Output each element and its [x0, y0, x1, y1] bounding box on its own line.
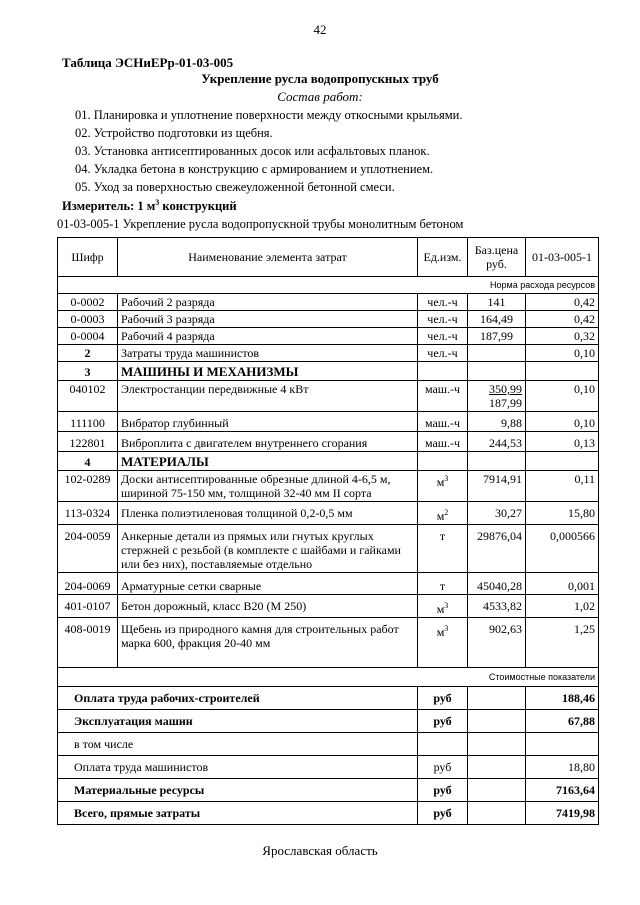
- cell-norm: 0,13: [526, 432, 599, 452]
- total-value: 188,46: [526, 687, 599, 710]
- table-subtitle: Укрепление русла водопропускных труб: [201, 71, 439, 86]
- cell-name: Анкерные детали из прямых или гнутых круглых стержней с резьбой (в комплекте с шайбами и гайками или без них), поставляемые отдельно: [118, 525, 418, 573]
- work-item: 02. Устройство подготовки из щебня.: [75, 126, 273, 140]
- table-row: [58, 525, 599, 573]
- table-name: Таблица ЭСНиЕРр-01-03-005: [62, 55, 234, 70]
- cell-code: 040102: [58, 381, 118, 412]
- total-name: Материальные ресурсы: [58, 779, 418, 802]
- cell-name: Арматурные сетки сварные: [118, 573, 418, 595]
- table-row: [58, 595, 599, 618]
- total-name: Оплата труда машинистов: [58, 756, 418, 779]
- cell-code: 401-0107: [58, 595, 118, 618]
- cell-unit: маш.-ч: [418, 381, 468, 412]
- composition-label: Состав работ:: [277, 89, 363, 104]
- cell-price: 350,99 187,99: [468, 381, 526, 412]
- total-row: [58, 802, 599, 825]
- cell-unit: $м^3$: [418, 471, 468, 502]
- header-price: Баз.цена руб.: [468, 238, 526, 277]
- cell-norm: 15,80: [526, 502, 599, 525]
- header-unit: Ед.изм.: [418, 238, 468, 277]
- cell-code: 204-0069: [58, 573, 118, 595]
- table-row: [58, 328, 599, 345]
- cell-price: 141: [468, 294, 526, 311]
- cell-code: 113-0324: [58, 502, 118, 525]
- total-unit: [418, 733, 468, 756]
- cell-price: 30,27: [468, 502, 526, 525]
- section-row: [58, 362, 599, 381]
- cell-code: 102-0289: [58, 471, 118, 502]
- footer-region: Ярославская область: [262, 843, 378, 858]
- measurement-unit: Измеритель: 1 $м^3$ конструкций: [62, 198, 237, 214]
- cell-price: 187,99: [468, 328, 526, 345]
- cell-norm: 0,32: [526, 328, 599, 345]
- total-unit: руб: [418, 710, 468, 733]
- total-value: 7419,98: [526, 802, 599, 825]
- cell-price: 164,49: [468, 311, 526, 328]
- cell-norm: 0,001: [526, 573, 599, 595]
- cell-price: 902,63: [468, 618, 526, 668]
- section-number: 3: [58, 362, 118, 381]
- cell-norm: 0,42: [526, 294, 599, 311]
- cell-name: Электростанции передвижные 4 кВт: [118, 381, 418, 412]
- cell-unit: маш.-ч: [418, 412, 468, 432]
- total-unit: руб: [418, 779, 468, 802]
- table-row: [58, 471, 599, 502]
- section-title: МАТЕРИАЛЫ: [118, 452, 418, 471]
- table-row: [58, 502, 599, 525]
- cell-name: Виброплита с двигателем внутреннего сгорания: [118, 432, 418, 452]
- total-value: 67,88: [526, 710, 599, 733]
- section-title: МАШИНЫ И МЕХАНИЗМЫ: [118, 362, 418, 381]
- total-name: Эксплуатация машин: [58, 710, 418, 733]
- cell-price: 4533,82: [468, 595, 526, 618]
- total-name: Оплата труда рабочих-строителей: [58, 687, 418, 710]
- section-number: 4: [58, 452, 118, 471]
- total-value: 18,80: [526, 756, 599, 779]
- cell-norm: 0,10: [526, 412, 599, 432]
- cell-code: 408-0019: [58, 618, 118, 668]
- cell-name: Щебень из природного камня для строительных работ марка 600, фракция 20-40 мм: [118, 618, 418, 668]
- cell-unit: чел.-ч: [418, 345, 468, 362]
- total-name: Всего, прямые затраты: [58, 802, 418, 825]
- cell-code: 2: [58, 345, 118, 362]
- resource-table: [57, 237, 599, 825]
- cell-code: 204-0059: [58, 525, 118, 573]
- cell-unit: чел.-ч: [418, 328, 468, 345]
- total-row: [58, 733, 599, 756]
- work-description: 01-03-005-1 Укрепление русла водопропускной трубы монолитным бетоном: [57, 217, 464, 231]
- cell-price: 7914,91: [468, 471, 526, 502]
- cell-code: 0-0004: [58, 328, 118, 345]
- cell-name: Доски антисептированные обрезные длиной 4-6,5 м, шириной 75-150 мм, толщиной 32-40 мм II сорта: [118, 471, 418, 502]
- page-number: 42: [313, 22, 327, 37]
- cell-unit: $м^3$: [418, 595, 468, 618]
- cell-unit: $м^2$: [418, 502, 468, 525]
- cell-price: [468, 345, 526, 362]
- table-row: [58, 573, 599, 595]
- cell-name: Пленка полиэтиленовая толщиной 0,2-0,5 мм: [118, 502, 418, 525]
- cell-norm: 0,000566: [526, 525, 599, 573]
- table-row: [58, 345, 599, 362]
- cell-name: Вибратор глубинный: [118, 412, 418, 432]
- cell-norm: 0,10: [526, 381, 599, 412]
- work-item: 05. Уход за поверхностью свежеуложенной бетонной смеси.: [75, 180, 395, 194]
- total-name: в том числе: [58, 733, 418, 756]
- cell-name: Рабочий 4 разряда: [118, 328, 418, 345]
- cell-price: 9,88: [468, 412, 526, 432]
- work-item: 03. Установка антисептированных досок или асфальтовых планок.: [75, 144, 430, 158]
- cell-name: Затраты труда машинистов: [118, 345, 418, 362]
- total-unit: руб: [418, 756, 468, 779]
- cell-unit: т: [418, 573, 468, 595]
- cell-code: 111100: [58, 412, 118, 432]
- table-row: [58, 294, 599, 311]
- cell-price: 45040,28: [468, 573, 526, 595]
- cell-norm: 0,42: [526, 311, 599, 328]
- header-code: Шифр: [58, 238, 118, 277]
- cell-code: 0-0002: [58, 294, 118, 311]
- total-value: 7163,64: [526, 779, 599, 802]
- cell-name: Рабочий 2 разряда: [118, 294, 418, 311]
- cell-norm: 1,02: [526, 595, 599, 618]
- cell-unit: чел.-ч: [418, 311, 468, 328]
- total-row: [58, 710, 599, 733]
- cell-norm: 0,10: [526, 345, 599, 362]
- cell-unit: $м^3$: [418, 618, 468, 668]
- cell-unit: маш.-ч: [418, 432, 468, 452]
- total-unit: руб: [418, 802, 468, 825]
- cell-code: 0-0003: [58, 311, 118, 328]
- cell-norm: 1,25: [526, 618, 599, 668]
- table-row: [58, 432, 599, 452]
- total-unit: руб: [418, 687, 468, 710]
- total-value: [526, 733, 599, 756]
- total-row: [58, 756, 599, 779]
- norm-note: Норма расхода ресурсов: [58, 277, 599, 294]
- cell-norm: 0,11: [526, 471, 599, 502]
- table-row: [58, 381, 599, 412]
- cell-price: 244,53: [468, 432, 526, 452]
- cell-code: 122801: [58, 432, 118, 452]
- cell-unit: чел.-ч: [418, 294, 468, 311]
- table-row: [58, 311, 599, 328]
- total-row: [58, 779, 599, 802]
- work-item: 01. Планировка и уплотнение поверхности между откосными крыльями.: [75, 108, 463, 122]
- work-item: 04. Укладка бетона в конструкцию с армированием и уплотнением.: [75, 162, 434, 176]
- table-row: [58, 412, 599, 432]
- table-row: [58, 618, 599, 668]
- section-row: [58, 452, 599, 471]
- cell-price: 29876,04: [468, 525, 526, 573]
- header-name: Наименование элемента затрат: [118, 238, 418, 277]
- header-norm: 01-03-005-1: [526, 238, 599, 277]
- cost-note: Стоимостные показатели: [58, 668, 599, 687]
- table-header-row: [58, 238, 599, 277]
- total-row: [58, 687, 599, 710]
- cell-name: Бетон дорожный, класс В20 (М 250): [118, 595, 418, 618]
- cell-name: Рабочий 3 разряда: [118, 311, 418, 328]
- cell-unit: т: [418, 525, 468, 573]
